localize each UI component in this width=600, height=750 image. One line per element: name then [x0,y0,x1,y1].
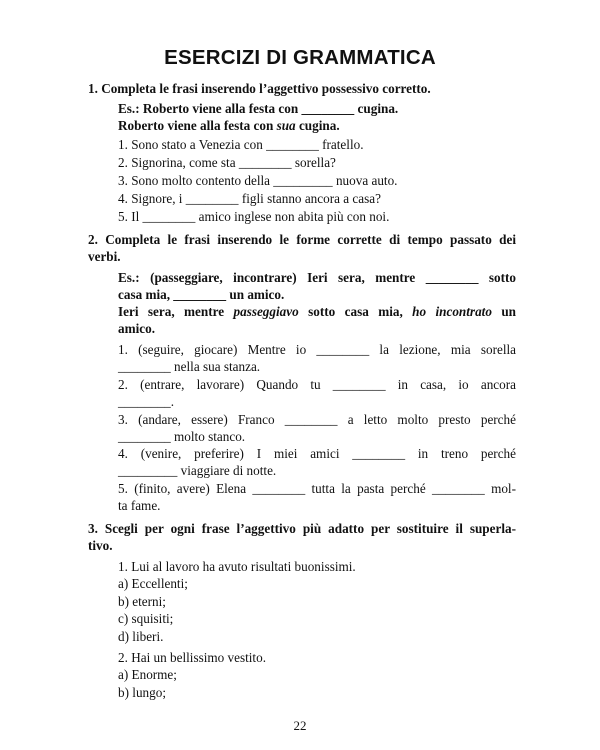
exercise-2-item-cont: ________. [118,394,175,409]
example-answer-emphasis: ho incontrato [412,304,492,319]
example-answer-emphasis: passeggiavo [233,304,299,319]
exercise-1-item: 1. Sono stato a Venezia con ________ fratello. [118,137,364,152]
exercise-3-option: b) eterni; [118,594,166,609]
page-number: 22 [293,718,307,733]
example-answer-text: Roberto viene alla festa con [118,118,277,133]
exercise-1-example-question: Es.: Roberto viene alla festa con ________ cugina. [118,101,399,116]
exercise-3-option: b) lungo; [118,685,166,700]
exercise-1-item: 4. Signore, i ________ figli stanno ancora a casa? [118,191,381,206]
exercise-3-option: d) liberi. [118,629,164,644]
exercise-3-question: 1. Lui al lavoro ha avuto risultati buonissimi. [118,559,356,574]
exercise-2-item: 4. (venire, preferire) I miei amici ________ in treno perché [118,446,516,461]
example-answer-text: un [491,304,516,319]
exercise-3-question: 2. Hai un bellissimo vestito. [118,650,266,665]
exercise-1-heading: 1. Completa le frasi inserendo l’aggettivo possessivo corretto. [88,81,431,96]
exercise-2-item: 3. (andare, essere) Franco ________ a letto molto presto perché [118,412,516,427]
exercise-2-item: 1. (seguire, giocare) Mentre io ________ la lezione, mia sorella [118,342,516,357]
exercise-2-heading-cont: verbi. [88,249,121,264]
example-answer-text: cugina. [295,118,340,133]
exercise-3-option: a) Enorme; [118,667,177,682]
page-title: ESERCIZI DI GRAMMATICA [164,46,436,69]
exercise-2-item: 5. (finito, avere) Elena ________ tutta la pasta perché ________ mol- [118,481,516,496]
exercise-2-item-cont: _________ viaggiare di notte. [118,463,277,478]
example-answer-text: Ieri sera, mentre [118,304,234,319]
exercise-3-heading: 3. Scegli per ogni frase l’aggettivo più adatto per sostituire il superla- [88,521,516,536]
exercise-2-item-cont: ________ molto stanco. [118,429,246,444]
exercise-1-item: 5. Il ________ amico inglese non abita più con noi. [118,209,390,224]
exercise-1-item: 3. Sono molto contento della _________ nuova auto. [118,173,398,188]
exercise-2-item: 2. (entrare, lavorare) Quando tu ________ in casa, io ancora [118,377,516,392]
exercise-2-example-question-cont: casa mia, ________ un amico. [118,287,285,302]
example-answer-text: sotto casa mia, [298,304,413,319]
exercise-2-item-cont: ta fame. [118,498,161,513]
exercise-2-example-answer-cont: amico. [118,321,155,336]
exercise-2-heading: 2. Completa le frasi inserendo le forme corrette di tempo passato dei [88,232,516,247]
exercise-2-example-question: Es.: (passeggiare, incontrare) Ieri sera, mentre ________ sotto [118,270,516,285]
exercise-2-item-cont: ________ nella sua stanza. [118,359,261,374]
example-answer-emphasis: sua [276,118,296,133]
exercise-2-example-answer [118,303,516,320]
exercise-3-heading-cont: tivo. [88,538,113,553]
exercise-3-option: c) squisiti; [118,611,174,626]
exercise-1-example-answer [118,117,340,134]
exercise-3-option: a) Eccellenti; [118,576,188,591]
exercise-1-item: 2. Signorina, come sta ________ sorella? [118,155,336,170]
